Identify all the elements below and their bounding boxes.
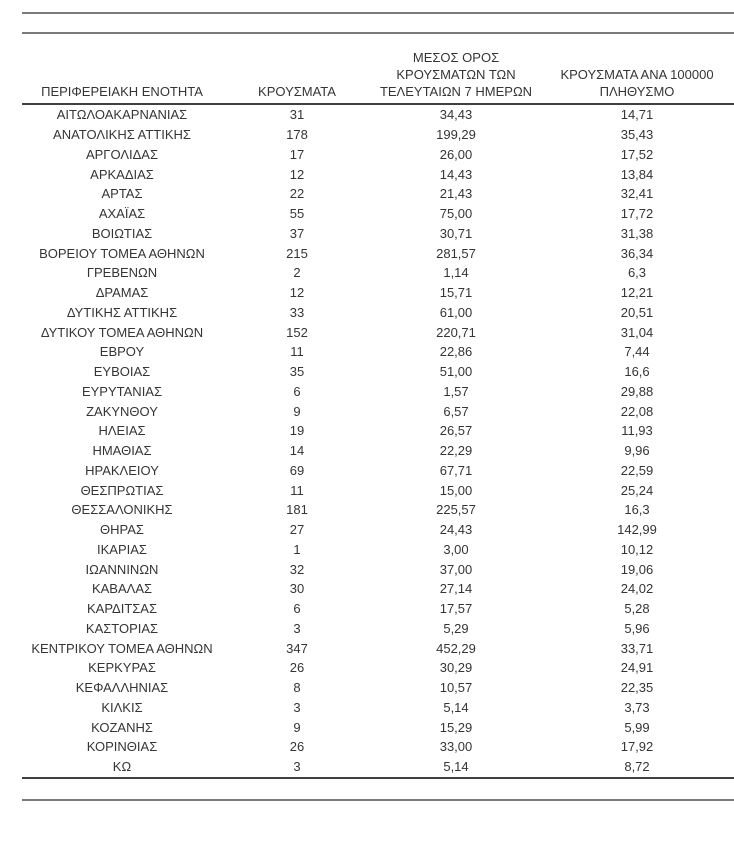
per100k-cell: 32,41 (620, 186, 654, 202)
cases-cell: 19 (289, 423, 305, 439)
header-line: ΜΕΣΟΣ ΟΡΟΣ (412, 50, 500, 65)
cases-cell: 178 (286, 127, 308, 143)
per100k-cell: 5,96 (624, 620, 650, 636)
footer-rule (22, 799, 734, 801)
per100k-cell: 36,34 (620, 245, 654, 261)
cases-cell: 12 (289, 166, 305, 182)
header-line: ΚΡΟΥΣΜΑΤΑ ΑΝΑ 100000 (560, 67, 714, 82)
table-row (22, 224, 734, 244)
table-row (22, 540, 734, 560)
cases-cell: 14 (289, 443, 305, 459)
table-row (22, 757, 734, 778)
cases-cell: 12 (289, 285, 305, 301)
cases-cell: 26 (289, 660, 305, 676)
avg7-cell: 199,29 (436, 127, 476, 143)
avg7-cell: 452,29 (436, 640, 476, 656)
table-row (22, 559, 734, 579)
cases-cell: 2 (293, 265, 301, 281)
avg7-cell: 27,14 (439, 581, 473, 597)
cases-cell: 8 (293, 680, 301, 696)
avg7-cell: 67,71 (439, 462, 473, 478)
per100k-cell: 3,73 (624, 699, 650, 715)
cases-cell: 32 (289, 561, 305, 577)
cases-cell: 22 (289, 186, 305, 202)
region-cell: ΚΑΣΤΟΡΙΑΣ (85, 620, 159, 636)
region-cell: ΚΑΡΔΙΤΣΑΣ (86, 601, 158, 617)
avg7-cell: 33,00 (439, 739, 473, 755)
per100k-cell: 5,99 (624, 719, 650, 735)
region-cell: ΑΝΑΤΟΛΙΚΗΣ ΑΤΤΙΚΗΣ (53, 127, 191, 143)
region-cell: ΗΛΕΙΑΣ (98, 423, 146, 439)
cases-by-region-table (22, 34, 734, 779)
per100k-cell: 20,51 (620, 304, 654, 320)
header-top-rule-1 (22, 12, 734, 14)
header-line: ΠΛΗΘΥΣΜΟ (599, 84, 675, 99)
table-row (22, 382, 734, 402)
per100k-cell: 17,52 (620, 146, 654, 162)
region-cell: ΕΥΒΟΙΑΣ (93, 364, 151, 380)
table-row (22, 441, 734, 461)
cases-cell: 26 (289, 739, 305, 755)
region-cell: ΙΩΑΝΝΙΝΩΝ (85, 561, 159, 577)
table-row (22, 164, 734, 184)
table-row (22, 362, 734, 382)
region-cell: ΔΥΤΙΚΟΥ ΤΟΜΕΑ ΑΘΗΝΩΝ (40, 324, 204, 340)
per100k-cell: 31,38 (620, 225, 654, 241)
table-row (22, 461, 734, 481)
region-cell: ΑΡΚΑΔΙΑΣ (90, 166, 154, 182)
avg7-cell: 30,29 (439, 660, 473, 676)
per100k-cell: 12,21 (620, 285, 654, 301)
region-cell: ΗΡΑΚΛΕΙΟΥ (85, 462, 159, 478)
per100k-cell: 22,35 (620, 680, 654, 696)
header-line: ΤΕΛΕΥΤΑΙΩΝ 7 ΗΜΕΡΩΝ (379, 84, 533, 99)
region-cell: ΚΕΡΚΥΡΑΣ (88, 660, 156, 676)
header-line: ΚΡΟΥΣΜΑΤΑ (258, 84, 336, 99)
per100k-cell: 7,44 (624, 344, 650, 360)
table-row (22, 717, 734, 737)
per100k-cell: 142,99 (617, 522, 657, 538)
region-cell: ΘΕΣΣΑΛΟΝΙΚΗΣ (71, 502, 173, 518)
cases-cell: 3 (222, 757, 372, 778)
col-header-per100k (540, 34, 734, 104)
table-row (22, 401, 734, 421)
per100k-cell: 22,59 (620, 462, 654, 478)
region-cell: ΒΟΡΕΙΟΥ ΤΟΜΕΑ ΑΘΗΝΩΝ (39, 245, 205, 261)
avg7-cell: 225,57 (436, 502, 476, 518)
cases-cell: 181 (286, 502, 308, 518)
avg7-cell: 1,14 (443, 265, 469, 281)
table-row (22, 104, 734, 125)
per100k-cell: 31,04 (620, 324, 654, 340)
region-cell: ΚΑΒΑΛΑΣ (91, 581, 153, 597)
cases-cell: 215 (286, 245, 308, 261)
table-row (22, 125, 734, 145)
avg7-cell: 17,57 (439, 601, 473, 617)
region-cell: ΖΑΚΥΝΘΟΥ (86, 403, 158, 419)
per100k-cell: 8,72 (540, 757, 734, 778)
table-row (22, 698, 734, 718)
table-row (22, 243, 734, 263)
region-cell: ΑΧΑΪΑΣ (98, 206, 146, 222)
per100k-cell: 24,02 (620, 581, 654, 597)
region-cell: ΑΙΤΩΛΟΑΚΑΡΝΑΝΙΑΣ (56, 107, 188, 123)
col-header-region (22, 34, 222, 104)
cases-cell: 11 (290, 482, 304, 498)
col-header-avg7 (372, 34, 540, 104)
table-row (22, 421, 734, 441)
per100k-cell: 33,71 (620, 640, 654, 656)
avg7-cell: 24,43 (439, 522, 473, 538)
per100k-cell: 22,08 (620, 403, 654, 419)
table-row (22, 500, 734, 520)
table-row (22, 579, 734, 599)
avg7-cell: 6,57 (443, 403, 469, 419)
region-cell: ΑΡΤΑΣ (101, 186, 143, 202)
per100k-cell: 9,96 (624, 443, 650, 459)
cases-cell: 31 (289, 107, 305, 123)
region-cell: ΙΚΑΡΙΑΣ (97, 541, 147, 557)
table-row (22, 342, 734, 362)
region-cell: ΚΕΝΤΡΙΚΟΥ ΤΟΜΕΑ ΑΘΗΝΩΝ (31, 640, 213, 656)
per100k-cell: 29,88 (620, 383, 654, 399)
per100k-cell: 11,93 (621, 423, 653, 439)
avg7-cell: 5,29 (443, 620, 469, 636)
avg7-cell: 37,00 (439, 561, 473, 577)
region-cell: ΔΡΑΜΑΣ (95, 285, 149, 301)
cases-cell: 152 (286, 324, 308, 340)
cases-cell: 347 (286, 640, 308, 656)
table-row (22, 303, 734, 323)
header-line: ΠΕΡΙΦΕΡΕΙΑΚΗ ΕΝΟΤΗΤΑ (41, 84, 203, 99)
table-row (22, 145, 734, 165)
table-header (22, 34, 734, 104)
table-row (22, 638, 734, 658)
cases-cell: 33 (289, 304, 305, 320)
cases-cell: 69 (289, 462, 305, 478)
cases-cell: 3 (293, 620, 301, 636)
per100k-cell: 17,92 (620, 739, 654, 755)
avg7-cell: 22,86 (439, 344, 473, 360)
cases-cell: 30 (289, 581, 305, 597)
avg7-cell: 5,14 (372, 757, 540, 778)
region-cell: ΔΥΤΙΚΗΣ ΑΤΤΙΚΗΣ (66, 304, 178, 320)
table-header-row (22, 34, 734, 104)
per100k-cell: 16,6 (624, 364, 650, 380)
avg7-cell: 34,43 (439, 107, 473, 123)
cases-cell: 11 (290, 344, 304, 360)
table-row (22, 520, 734, 540)
header-line: ΚΡΟΥΣΜΑΤΩΝ ΤΩΝ (396, 67, 516, 82)
avg7-cell: 1,57 (443, 383, 469, 399)
table-row (22, 283, 734, 303)
avg7-cell: 15,71 (439, 285, 473, 301)
region-cell: ΘΕΣΠΡΩΤΙΑΣ (80, 482, 164, 498)
cases-cell: 6 (293, 383, 301, 399)
region-cell: ΑΡΓΟΛΙΔΑΣ (85, 146, 159, 162)
region-cell: ΒΟΙΩΤΙΑΣ (91, 225, 153, 241)
avg7-cell: 26,57 (439, 423, 473, 439)
col-header-cases (222, 34, 372, 104)
avg7-cell: 15,29 (439, 719, 473, 735)
region-cell: ΕΒΡΟΥ (99, 344, 145, 360)
table-row (22, 599, 734, 619)
region-cell: ΚΟΡΙΝΘΙΑΣ (86, 739, 158, 755)
avg7-cell: 10,57 (439, 680, 473, 696)
avg7-cell: 3,00 (443, 541, 469, 557)
avg7-cell: 5,14 (443, 699, 469, 715)
avg7-cell: 30,71 (439, 225, 473, 241)
avg7-cell: 75,00 (439, 206, 473, 222)
cases-cell: 27 (289, 522, 305, 538)
avg7-cell: 15,00 (439, 482, 473, 498)
region-cell: ΚΙΛΚΙΣ (101, 699, 143, 715)
table-row (22, 263, 734, 283)
avg7-cell: 14,43 (439, 166, 473, 182)
per100k-cell: 35,43 (620, 127, 654, 143)
per100k-cell: 13,84 (620, 166, 654, 182)
cases-cell: 3 (293, 699, 301, 715)
cases-cell: 17 (289, 146, 305, 162)
avg7-cell: 26,00 (439, 146, 473, 162)
avg7-cell: 61,00 (439, 304, 473, 320)
per100k-cell: 14,71 (620, 107, 654, 123)
region-cell: ΚΩ (22, 757, 222, 778)
cases-cell: 35 (289, 364, 305, 380)
region-cell: ΕΥΡΥΤΑΝΙΑΣ (81, 383, 163, 399)
region-cell: ΚΟΖΑΝΗΣ (91, 719, 153, 735)
avg7-cell: 281,57 (436, 245, 476, 261)
cases-cell: 55 (289, 206, 305, 222)
table-row (22, 204, 734, 224)
per100k-cell: 24,91 (620, 660, 654, 676)
table-row (22, 480, 734, 500)
per100k-cell: 10,12 (620, 541, 654, 557)
avg7-cell: 220,71 (436, 324, 476, 340)
per100k-cell: 6,3 (627, 265, 647, 281)
region-cell: ΘΗΡΑΣ (100, 522, 144, 538)
table-body (22, 104, 734, 778)
cases-cell: 6 (293, 601, 301, 617)
table-row (22, 184, 734, 204)
avg7-cell: 22,29 (439, 443, 473, 459)
region-cell: ΓΡΕΒΕΝΩΝ (86, 265, 158, 281)
per100k-cell: 25,24 (620, 482, 654, 498)
cases-cell: 9 (293, 403, 301, 419)
table-row (22, 658, 734, 678)
region-cell: ΚΕΦΑΛΛΗΝΙΑΣ (75, 680, 169, 696)
table-row (22, 322, 734, 342)
per100k-cell: 5,28 (624, 601, 650, 617)
table-row (22, 737, 734, 757)
cases-cell: 9 (293, 719, 301, 735)
table-row (22, 619, 734, 639)
table-row (22, 678, 734, 698)
region-cell: ΗΜΑΘΙΑΣ (92, 443, 152, 459)
avg7-cell: 51,00 (439, 364, 473, 380)
per100k-cell: 17,72 (620, 206, 654, 222)
avg7-cell: 21,43 (439, 186, 473, 202)
cases-cell: 37 (289, 225, 305, 241)
cases-cell: 1 (293, 541, 301, 557)
per100k-cell: 16,3 (624, 502, 650, 518)
per100k-cell: 19,06 (620, 561, 654, 577)
